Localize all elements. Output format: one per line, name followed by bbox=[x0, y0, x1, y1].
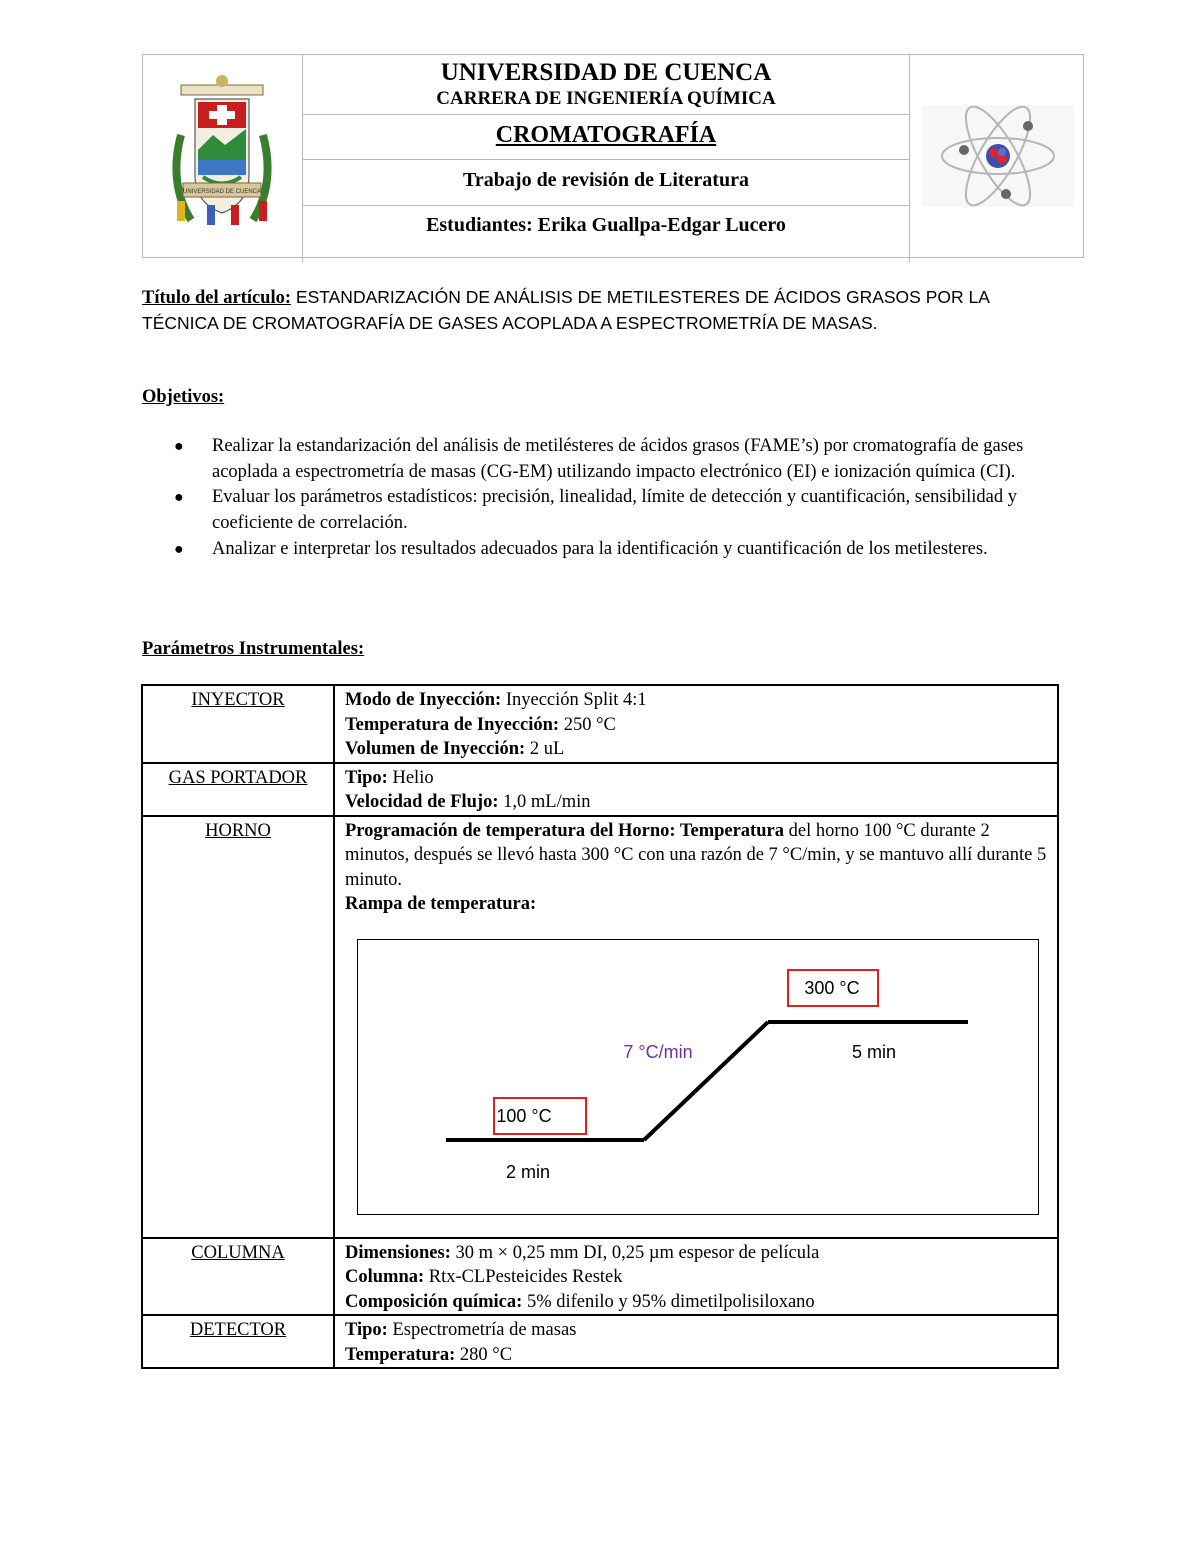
final-hold-time-label: 5 min bbox=[851, 1041, 897, 1062]
table-row bbox=[142, 1238, 1058, 1316]
column-name-label: Columna: bbox=[345, 1267, 425, 1287]
objective-text: Realizar la estandarización del análisis de metilésteres de ácidos grasos (FAME’s) por cromatografía de gases acoplada a espectrometría de masas (CG-EM) utilizando impacto electrónico (EI) e ionización química (CI). bbox=[212, 436, 1024, 482]
temperature-ramp-label: Rampa de temperatura: bbox=[345, 894, 537, 914]
carrier-gas-label: GAS PORTADOR bbox=[142, 763, 334, 816]
logo-banner-text: UNIVERSIDAD DE CUENCA bbox=[182, 189, 262, 195]
bullet-icon: ● bbox=[174, 489, 184, 507]
university-name: UNIVERSIDAD DE CUENCA bbox=[440, 59, 772, 86]
university-logo-cell bbox=[143, 55, 303, 262]
initial-hold-time-label: 2 min bbox=[505, 1161, 551, 1182]
detector-type-value: Espectrometría de masas bbox=[387, 1320, 577, 1340]
objective-text: Analizar e interpretar los resultados adecuados para la identificación y cuantificación de los metilesteres. bbox=[212, 538, 988, 559]
injection-mode-value: Inyección Split 4:1 bbox=[501, 690, 647, 710]
document-header bbox=[142, 54, 1084, 258]
injector-values bbox=[334, 685, 1058, 763]
oven-temperature-label: Temperatura bbox=[675, 820, 784, 841]
injection-mode-label: Modo de Inyección: bbox=[345, 690, 502, 710]
final-temp-label: 300 °C bbox=[804, 977, 860, 998]
injector-label: INYECTOR bbox=[142, 685, 334, 763]
objectives-heading: Objetivos: bbox=[142, 387, 225, 407]
flow-rate-value: 1,0 mL/min bbox=[498, 792, 591, 812]
detector-type-label: Tipo: bbox=[345, 1320, 388, 1340]
table-row bbox=[142, 685, 1058, 763]
bullet-icon: ● bbox=[174, 540, 184, 558]
students-line: Estudiantes: Erika Guallpa-Edgar Lucero bbox=[426, 214, 786, 236]
career-name: CARRERA DE INGENIERÍA QUÍMICA bbox=[436, 88, 776, 109]
flow-rate-label: Velocidad de Flujo: bbox=[345, 792, 499, 812]
article-title-text: ESTANDARIZACIÓN DE ANÁLISIS DE METILESTERES DE ÁCIDOS GRASOS POR LA TÉCNICA DE CROMATOGRAFÍA DE GASES ACOPLADA A ESPECTROMETRÍA DE MASAS. bbox=[142, 287, 989, 333]
list-item bbox=[142, 485, 1062, 536]
parameters-heading: Parámetros Instrumentales: bbox=[142, 639, 365, 659]
table-row bbox=[142, 816, 1058, 1238]
carrier-type-label: Tipo: bbox=[345, 767, 388, 788]
article-title-paragraph bbox=[142, 285, 1062, 337]
parameters-table bbox=[141, 684, 1059, 1369]
bullet-icon: ● bbox=[174, 438, 184, 455]
table-row bbox=[142, 763, 1058, 816]
ramp-chart-svg bbox=[358, 940, 1038, 1214]
dimensions-value: 30 m × 0,25 mm DI, 0,25 µm espesor de película bbox=[450, 1242, 820, 1263]
injection-volume-value: 2 uL bbox=[525, 739, 565, 759]
injection-volume-label: Volumen de Inyección: bbox=[345, 739, 526, 759]
temperature-ramp-chart bbox=[357, 939, 1039, 1215]
atom-icon bbox=[910, 55, 1084, 257]
detector-temp-label: Temperatura: bbox=[345, 1344, 456, 1365]
atom-logo-cell bbox=[910, 55, 1084, 262]
composition-value: 5% difenilo y 95% dimetilpolisiloxano bbox=[522, 1291, 815, 1312]
list-item bbox=[142, 537, 1062, 563]
rate-label: 7 °C/min bbox=[623, 1041, 693, 1062]
carrier-type-value: Helio bbox=[387, 767, 434, 788]
list-item bbox=[142, 434, 1062, 485]
detector-temp-value: 280 °C bbox=[455, 1344, 513, 1365]
column-values bbox=[334, 1238, 1058, 1316]
oven-program-label: Programación de temperatura del Horno: bbox=[345, 820, 676, 841]
subject-title: CROMATOGRAFÍA bbox=[303, 115, 909, 160]
oven-values bbox=[334, 816, 1058, 1238]
column-name-value: Rtx-CLPesteicides Restek bbox=[424, 1267, 623, 1287]
university-heading bbox=[303, 55, 909, 115]
university-crest-logo bbox=[143, 55, 301, 257]
injection-temp-label: Temperatura de Inyección: bbox=[345, 714, 560, 735]
objective-text: Evaluar los parámetros estadísticos: precisión, linealidad, límite de detección y cuantificación, sensibilidad y coeficiente de correlación. bbox=[212, 487, 1018, 534]
detector-label: DETECTOR bbox=[142, 1315, 334, 1368]
composition-label: Composición química: bbox=[345, 1291, 523, 1312]
oven-program-text: del horno 100 °C durante 2 minutos, después se llevó hasta 300 °C con una razón de 7 °C/min, y se mantuvo allí durante 5 minuto. bbox=[345, 820, 1047, 890]
injection-temp-value: 250 °C bbox=[559, 714, 616, 735]
article-title-label: Título del artículo: bbox=[142, 288, 292, 308]
initial-temp-label: 100 °C bbox=[496, 1105, 552, 1126]
table-row bbox=[142, 1315, 1058, 1368]
oven-label: HORNO bbox=[142, 816, 334, 1238]
column-label: COLUMNA bbox=[142, 1238, 334, 1316]
carrier-gas-values bbox=[334, 763, 1058, 816]
detector-values bbox=[334, 1315, 1058, 1368]
header-title-cell bbox=[303, 55, 910, 262]
ramp-segment-heating bbox=[644, 1022, 768, 1140]
objectives-list bbox=[142, 434, 1062, 563]
dimensions-label: Dimensiones: bbox=[345, 1242, 451, 1263]
work-type: Trabajo de revisión de Literatura bbox=[303, 160, 909, 206]
